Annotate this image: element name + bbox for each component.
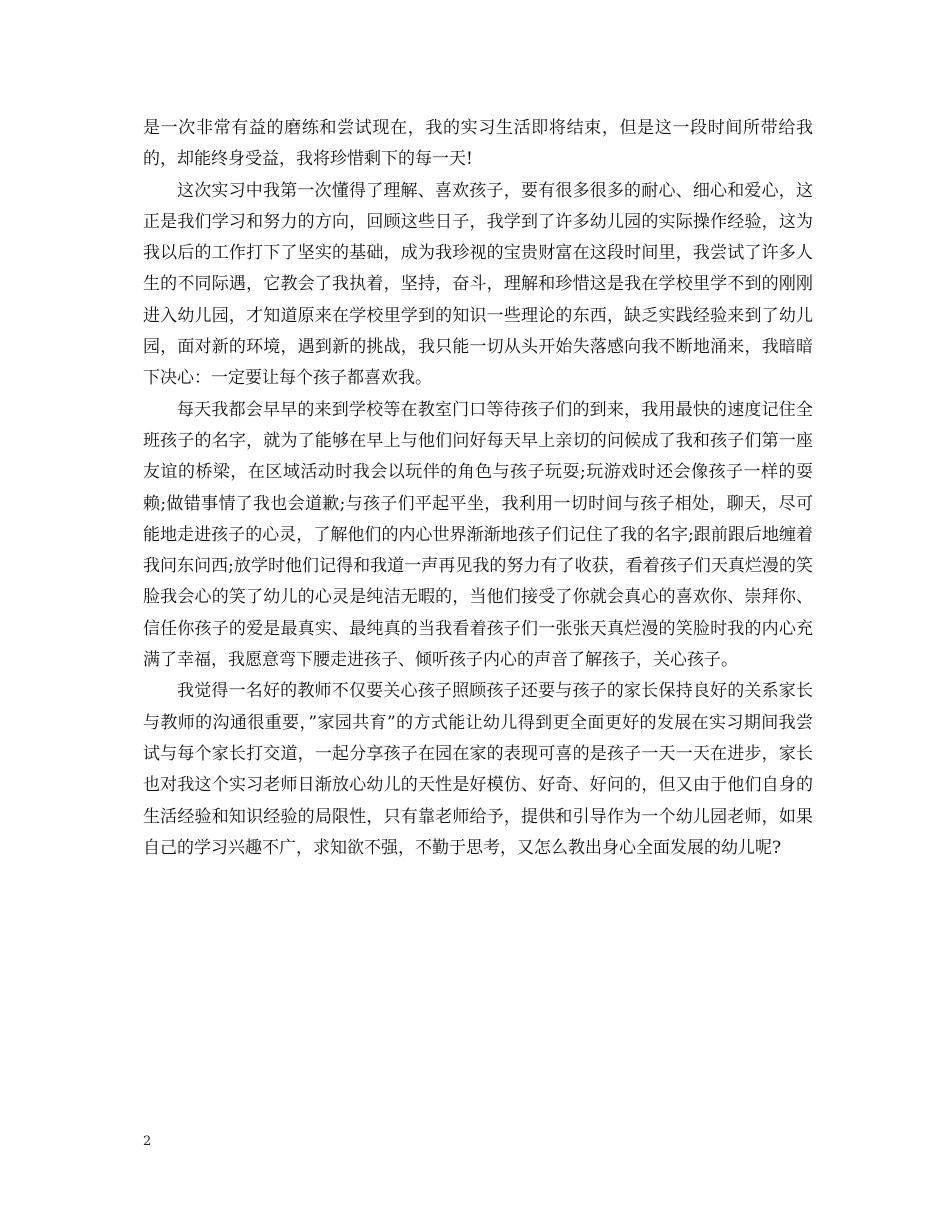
paragraph-1: 是一次非常有益的磨练和尝试现在，我的实习生活即将结束，但是这一段时间所带给我的，却能终身受益，我将珍惜剩下的每一天! <box>143 118 813 170</box>
paragraph-4: 我觉得一名好的教师不仅要关心孩子照顾孩子还要与孩子的家长保持良好的关系家长与教师的沟通很重要，”家园共育”的方式能让幼儿得到更全面更好的发展在实习期间我尝试与每个家长打交道，一起分享孩子在园在家的表现可喜的是孩子一天一天在进步，家长也对我这个实习老师日渐放心幼儿的天性是好模仿、好奇、好问的，但又由于他们自身的生活经验和知识经验的局限性，只有靠老师给予，提供和引导作为一个幼儿园老师，如果自己的学习兴趣不广，求知欲不强，不勤于思考，又怎么教出身心全面发展的幼儿呢? <box>143 681 813 858</box>
page-number: 2 <box>143 1134 152 1149</box>
paragraph-2: 这次实习中我第一次懂得了理解、喜欢孩子，要有很多很多的耐心、细心和爱心，这正是我们学习和努力的方向，回顾这些日子，我学到了许多幼儿园的实际操作经验，这为我以后的工作打下了坚实的基础，成为我珍视的宝贵财富在这段时间里，我尝试了许多人生的不同际遇，它教会了我执着，坚持，奋斗，理解和珍惜这是我在学校里学不到的刚刚进入幼儿园，才知道原来在学校里学到的知识一些理论的东西，缺乏实践经验来到了幼儿园，面对新的环境，遇到新的挑战，我只能一切从头开始失落感向我不断地涌来，我暗暗下决心：一定要让每个孩子都喜欢我。 <box>143 180 813 389</box>
document-body <box>143 113 813 864</box>
paragraph-3: 每天我都会早早的来到学校等在教室门口等待孩子们的到来，我用最快的速度记住全班孩子的名字，就为了能够在早上与他们问好每天早上亲切的问候成了我和孩子们第一座友谊的桥梁，在区域活动时我会以玩伴的角色与孩子玩耍;玩游戏时还会像孩子一样的耍赖;做错事情了我也会道歉;与孩子们平起平坐，我利用一切时间与孩子相处，聊天，尽可能地走进孩子的心灵，了解他们的内心世界渐渐地孩子们记住了我的名字;跟前跟后地缠着我问东问西;放学时他们记得和我道一声再见我的努力有了收获，看着孩子们天真烂漫的笑脸我会心的笑了幼儿的心灵是纯洁无暇的，当他们接受了你就会真心的喜欢你、崇拜你、信任你孩子的爱是最真实、最纯真的当我看着孩子们一张张天真烂漫的笑脸时我的内心充满了幸福，我愿意弯下腰走进孩子、倾听孩子内心的声音了解孩子，关心孩子。 <box>143 399 813 671</box>
